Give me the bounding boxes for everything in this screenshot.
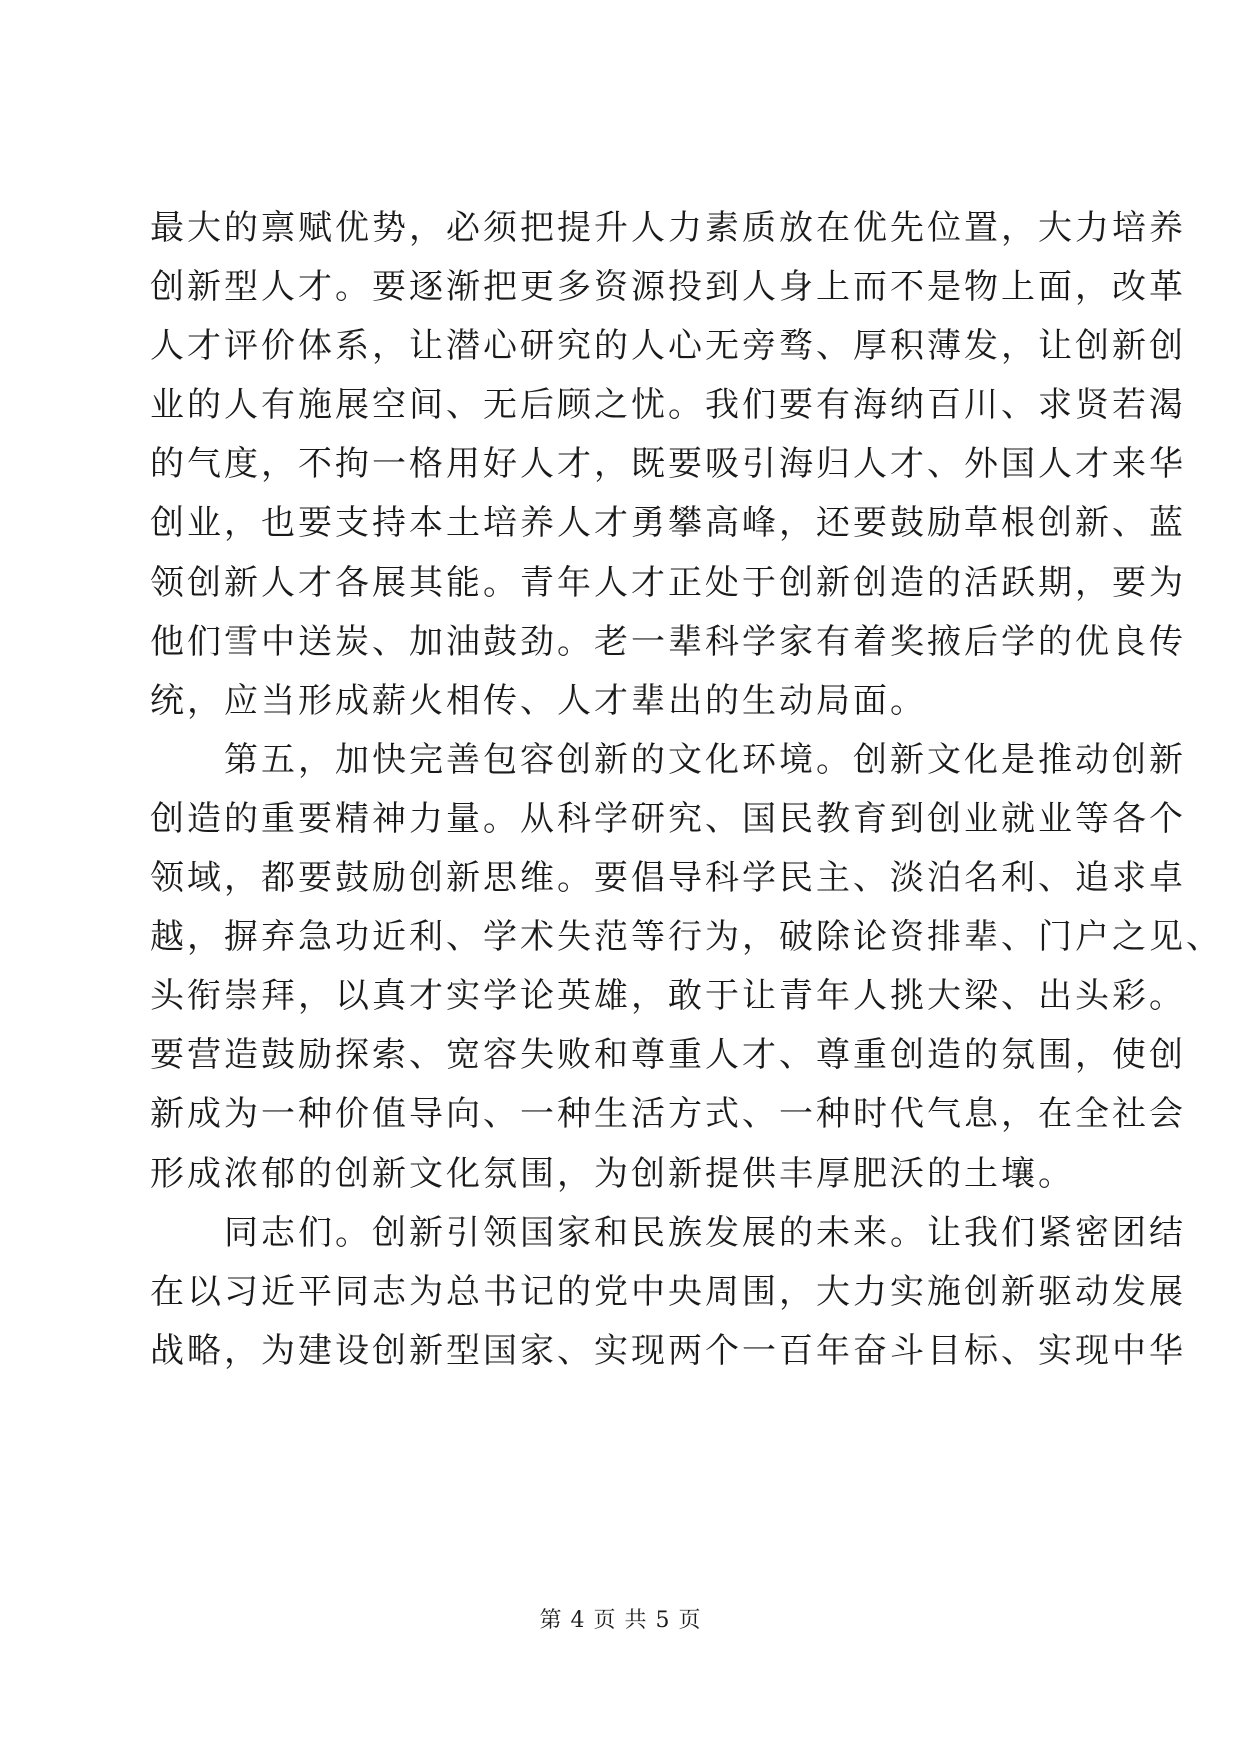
text-line: 的气度，不拘一格用好人才，既要吸引海归人才、外国人才来华 bbox=[150, 444, 1186, 485]
text-line: 统，应当形成薪火相传、人才辈出的生动局面。 bbox=[150, 680, 927, 721]
text-line: 他们雪中送炭、加油鼓劲。老一辈科学家有着奖掖后学的优良传 bbox=[150, 621, 1186, 662]
paragraph-start-line: 同志们。创新引领国家和民族发展的未来。让我们紧密团结 bbox=[224, 1212, 1186, 1253]
text-line: 要营造鼓励探索、宽容失败和尊重人才、尊重创造的氛围，使创 bbox=[150, 1035, 1186, 1076]
text-line: 头衔崇拜，以真才实学论英雄，敢于让青年人挑大梁、出头彩。 bbox=[150, 976, 1186, 1017]
paragraph-start-line: 第五，加快完善包容创新的文化环境。创新文化是推动创新 bbox=[224, 739, 1186, 780]
text-line: 形成浓郁的创新文化氛围，为创新提供丰厚肥沃的土壤。 bbox=[150, 1153, 1075, 1194]
text-line: 业的人有施展空间、无后顾之忧。我们要有海纳百川、求贤若渴 bbox=[150, 385, 1186, 426]
text-line: 人才评价体系，让潜心研究的人心无旁骛、厚积薄发，让创新创 bbox=[150, 326, 1186, 367]
page-number-footer: 第 4 页 共 5 页 bbox=[539, 1608, 702, 1633]
text-line: 最大的禀赋优势，必须把提升人力素质放在优先位置，大力培养 bbox=[150, 208, 1186, 248]
text-line: 战略，为建设创新型国家、实现两个一百年奋斗目标、实现中华 bbox=[150, 1330, 1186, 1371]
text-line: 领域，都要鼓励创新思维。要倡导科学民主、淡泊名利、追求卓 bbox=[150, 858, 1186, 899]
text-line: 新成为一种价值导向、一种生活方式、一种时代气息，在全社会 bbox=[150, 1094, 1186, 1135]
text-line: 创业，也要支持本土培养人才勇攀高峰，还要鼓励草根创新、蓝 bbox=[150, 503, 1186, 544]
text-line: 创新型人才。要逐渐把更多资源投到人身上而不是物上面，改革 bbox=[150, 267, 1186, 308]
text-line: 创造的重要精神力量。从科学研究、国民教育到创业就业等各个 bbox=[150, 798, 1186, 839]
text-line: 越，摒弃急功近利、学术失范等行为，破除论资排辈、门户之见、 bbox=[150, 917, 1223, 958]
document-body bbox=[150, 199, 1223, 1381]
text-line: 在以习近平同志为总书记的党中央周围，大力实施创新驱动发展 bbox=[150, 1271, 1186, 1312]
text-line: 领创新人才各展其能。青年人才正处于创新创造的活跃期，要为 bbox=[150, 562, 1186, 603]
